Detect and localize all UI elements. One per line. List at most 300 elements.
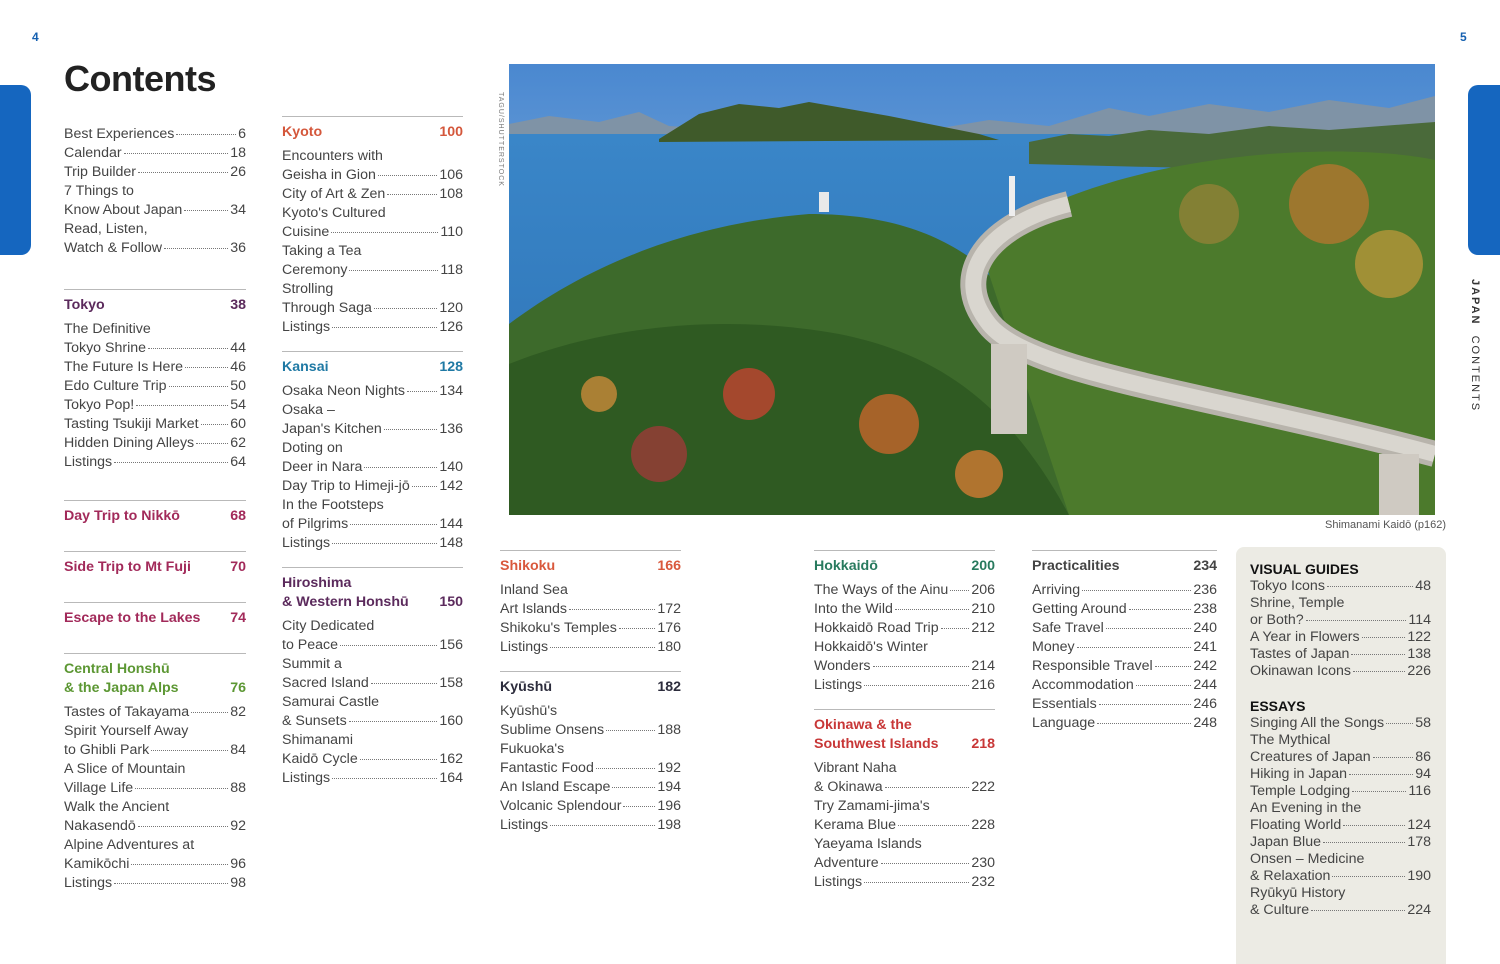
section-name: Practicalities [1032,558,1120,574]
toc-entry[interactable] [64,320,246,358]
toc-entry[interactable] [282,185,463,204]
toc-entry-row [64,396,246,415]
toc-entry-row [500,778,681,797]
toc-entry[interactable] [64,434,246,453]
toc-entry-page: 156 [439,637,463,653]
toc-entry[interactable] [814,600,995,619]
dot-leader [136,405,228,406]
toc-entry[interactable] [1250,595,1431,629]
toc-entry-label: Tastes of Takayama [64,704,190,720]
toc-entry[interactable] [1250,663,1431,680]
toc-entry-row [1250,646,1431,663]
toc-entry-row [500,721,681,740]
dot-leader [114,462,228,463]
dot-leader [371,683,438,684]
toc-entry[interactable] [64,874,246,893]
toc-entry-page: 114 [1408,612,1431,628]
toc-entry-page: 222 [971,779,995,795]
dot-leader [1155,666,1192,667]
toc-entry-page: 230 [971,855,995,871]
toc-entry[interactable] [1250,715,1431,732]
section-name: Okinawa & the Southwest Islands [814,717,939,752]
toc-entry-line: Kyūshū's [500,703,558,719]
dot-leader [569,609,655,610]
toc-entry[interactable] [1032,600,1217,619]
toc-entry-page: 138 [1407,646,1431,662]
dot-leader [898,825,969,826]
toc-entry[interactable] [1032,638,1217,657]
toc-entry-row [814,581,995,600]
section-heading[interactable] [282,352,463,377]
dot-leader [364,467,437,468]
toc-entry[interactable] [500,581,681,619]
toc-entry-label: The Future Is Here [64,359,184,375]
toc-entry-label: Language [1032,715,1096,731]
toc-entry[interactable] [282,147,463,185]
dot-leader [332,543,437,544]
dot-leader [350,524,437,525]
toc-entry-page: 64 [230,454,246,470]
toc-entry-row [814,854,995,873]
toc-entry-page: 148 [439,535,463,551]
dot-leader [151,750,228,751]
toc-entry-label: Responsible Travel [1032,658,1153,674]
section-heading[interactable] [500,551,681,576]
toc-entry-page: 94 [1415,766,1431,782]
toc-column-5 [1032,550,1217,733]
toc-entry[interactable] [64,125,246,144]
section-page: 76 [230,680,246,696]
dot-leader [1327,586,1413,587]
toc-entry-row [500,638,681,657]
toc-entry-row [282,299,463,318]
toc-entry-line: Spirit Yourself Away [64,723,189,739]
toc-entry-row [64,163,246,182]
toc-column-2 [282,116,463,788]
toc-entry-page: 240 [1193,620,1217,636]
dot-leader [941,628,970,629]
dot-leader [596,768,655,769]
section-practicalities [1032,550,1217,733]
page-number-left: 4 [32,30,39,44]
section-name: Day Trip to Nikkō [64,508,180,524]
toc-entry-row [1032,638,1217,657]
toc-entry[interactable] [282,477,463,496]
dot-leader [864,882,969,883]
toc-entry-page: 126 [439,319,463,335]
spine-label-bold: JAPAN [1469,279,1481,326]
toc-entry-label: Listings [64,454,113,470]
toc-entry-page: 122 [1407,629,1431,645]
toc-entry-page: 58 [1415,715,1431,731]
toc-entry-label: Arriving [1032,582,1081,598]
toc-entry-line: Vibrant Naha [814,760,897,776]
dot-leader [1352,791,1406,792]
toc-entry-row [1250,834,1431,851]
toc-entry[interactable] [282,401,463,439]
section-page: 150 [439,594,463,610]
toc-entry[interactable] [814,676,995,695]
toc-entry-row [64,144,246,163]
toc-entry-page: 224 [1407,902,1431,918]
toc-entry[interactable] [64,453,246,472]
toc-entry-label: or Both? [1250,612,1304,628]
toc-entry[interactable] [64,396,246,415]
toc-entry[interactable] [1250,646,1431,663]
toc-entry-row [282,750,463,769]
toc-entry[interactable] [1250,578,1431,595]
toc-entry-row [1250,766,1431,783]
dot-leader [340,645,437,646]
toc-entry-page: 86 [1415,749,1431,765]
toc-entry-label: Japan Blue [1250,834,1321,850]
toc-entry-page: 190 [1407,868,1431,884]
toc-entry[interactable] [814,759,995,797]
dot-leader [619,628,656,629]
toc-entry[interactable] [500,702,681,740]
visual-guides-heading: VISUAL GUIDES [1250,561,1359,577]
toc-entry-row [1250,612,1431,629]
toc-entry[interactable] [64,377,246,396]
toc-entry-row [814,816,995,835]
section-kyoto [282,116,463,337]
dot-leader [873,666,970,667]
toc-entry-page: 46 [230,359,246,375]
dot-leader [1362,637,1406,638]
dot-leader [387,194,437,195]
section-heading[interactable] [1032,551,1217,576]
toc-entry[interactable] [282,617,463,655]
toc-entry[interactable] [282,280,463,318]
toc-entry-page: 54 [230,397,246,413]
toc-entry-line: Summit a [282,656,342,672]
toc-entry[interactable] [500,638,681,657]
toc-entry-line: Samurai Castle [282,694,379,710]
toc-entry-row [282,674,463,693]
dot-leader [1106,628,1192,629]
toc-entry-page: 242 [1193,658,1217,674]
toc-entry[interactable] [814,873,995,892]
toc-entry[interactable] [1250,800,1431,834]
dot-leader [191,712,228,713]
dot-leader [360,759,438,760]
toc-entry-line: Alpine Adventures at [64,837,195,853]
section-heading[interactable] [814,551,995,576]
toc-entry[interactable] [1250,834,1431,851]
section-kyushu [500,671,681,835]
toc-column-1 [64,125,246,893]
toc-entry-row [1032,657,1217,676]
toc-entry[interactable] [1032,581,1217,600]
toc-entry-row [64,358,246,377]
toc-entry-label: Japan's Kitchen [282,421,382,437]
toc-entry-row [64,415,246,434]
entry-list [814,759,995,892]
toc-entry-row [282,261,463,280]
toc-entry-row [282,477,463,496]
toc-entry-page: 216 [971,677,995,693]
toc-entry-label: Essentials [1032,696,1097,712]
section-name: Kyoto [282,124,323,140]
toc-entry[interactable] [500,797,681,816]
toc-entry[interactable] [1032,619,1217,638]
toc-entry[interactable] [500,619,681,638]
dot-leader [623,806,655,807]
toc-entry[interactable] [282,318,463,337]
dot-leader [138,172,228,173]
toc-entry[interactable] [1250,629,1431,646]
toc-entry-page: 96 [230,856,246,872]
toc-entry-page: 110 [440,224,463,240]
toc-entry[interactable] [64,415,246,434]
toc-entry-row [500,797,681,816]
toc-entry-page: 176 [657,620,681,636]
dot-leader [881,863,970,864]
dot-leader [332,327,437,328]
toc-entry-label: Calendar [64,145,122,161]
toc-entry[interactable] [282,439,463,477]
toc-entry[interactable] [282,731,463,769]
section-shikoku [500,550,681,657]
toc-entry[interactable] [1250,766,1431,783]
toc-entry[interactable] [64,722,246,760]
photo-caption: Shimanami Kaidō (p162) [1325,519,1447,531]
section-page: 218 [971,736,995,752]
dot-leader [131,864,228,865]
toc-entry-row [1032,600,1217,619]
toc-entry-page: 60 [230,416,246,432]
toc-entry-label: Nakasendō [64,818,136,834]
toc-entry-label: Temple Lodging [1250,783,1351,799]
toc-entry[interactable] [282,693,463,731]
section-heading[interactable] [500,672,681,697]
toc-entry-row [282,712,463,731]
toc-entry-label: Listings [282,319,331,335]
section-page: 128 [439,359,463,375]
toc-entry-label: Know About Japan [64,202,183,218]
dot-leader [201,424,229,425]
dot-leader [1097,723,1191,724]
toc-entry-page: 62 [230,435,246,451]
toc-entry-line: An Evening in the [1250,800,1362,816]
toc-entry-row [1032,619,1217,638]
toc-entry-row [1250,817,1431,834]
toc-entry-line: Yaeyama Islands [814,836,922,852]
toc-entry[interactable] [814,835,995,873]
toc-entry[interactable] [282,534,463,553]
toc-entry-row [814,676,995,695]
toc-entry[interactable] [814,797,995,835]
toc-entry-row [1032,676,1217,695]
dot-leader [169,386,229,387]
dot-leader [1082,590,1191,591]
toc-entry[interactable] [814,581,995,600]
toc-entry[interactable] [282,655,463,693]
toc-entry[interactable] [64,798,246,836]
dot-leader [612,787,655,788]
toc-entry[interactable] [500,778,681,797]
toc-entry-page: 136 [439,421,463,437]
dot-leader [374,308,437,309]
section-lakes [64,602,246,628]
section-page: 70 [230,559,246,575]
dot-leader [1306,620,1407,621]
toc-entry[interactable] [282,496,463,534]
toc-entry-label: Tastes of Japan [1250,646,1350,662]
toc-entry[interactable] [64,836,246,874]
entry-list [64,320,246,472]
toc-entry-line: Try Zamami-jima's [814,798,930,814]
section-hiroshima [282,567,463,788]
toc-entry[interactable] [1250,885,1431,919]
toc-entry-row [282,534,463,553]
toc-entry-label: Wonders [814,658,871,674]
section-heading[interactable] [282,117,463,142]
toc-entry-row [500,600,681,619]
toc-entry-page: 144 [439,516,463,532]
toc-entry-label: Kaidō Cycle [282,751,358,767]
section-heading[interactable] [64,603,246,628]
toc-entry[interactable] [282,769,463,788]
section-fuji [64,551,246,577]
toc-entry-label: Singing All the Songs [1250,715,1385,731]
toc-entry-label: Kerama Blue [814,817,897,833]
toc-entry[interactable] [1250,732,1431,766]
toc-entry[interactable] [282,242,463,280]
toc-entry[interactable] [64,163,246,182]
dot-leader [1343,825,1405,826]
toc-entry-row [1250,663,1431,680]
toc-entry[interactable] [64,760,246,798]
toc-entry-label: Fantastic Food [500,760,594,776]
section-heading[interactable] [64,501,246,526]
section-name: Tokyo [64,297,105,313]
toc-entry-row [282,420,463,439]
toc-entry-label: City of Art & Zen [282,186,386,202]
dot-leader [184,210,228,211]
section-name: Hiroshima & Western Honshū [282,575,409,610]
section-heading[interactable] [64,290,246,315]
toc-entry[interactable] [64,220,246,258]
toc-entry-line: A Slice of Mountain [64,761,186,777]
toc-entry-page: 228 [971,817,995,833]
section-heading[interactable] [64,654,246,698]
dot-leader [1386,723,1413,724]
toc-entry-page: 158 [439,675,463,691]
toc-entry-label: Sacred Island [282,675,369,691]
toc-entry-label: & Okinawa [814,779,883,795]
toc-entry[interactable] [814,638,995,676]
toc-entry-label: Adventure [814,855,879,871]
toc-entry-label: to Ghibli Park [64,742,150,758]
toc-entry-page: 82 [230,704,246,720]
toc-entry[interactable] [814,619,995,638]
toc-entry-line: Shimanami [282,732,353,748]
section-page: 166 [657,558,681,574]
toc-entry[interactable] [1032,657,1217,676]
toc-entry-page: 84 [230,742,246,758]
toc-entry-page: 212 [971,620,995,636]
toc-entry-page: 192 [657,760,681,776]
toc-entry-page: 241 [1193,639,1217,655]
toc-entry[interactable] [500,816,681,835]
dot-leader [378,175,437,176]
toc-entry[interactable] [64,703,246,722]
section-heading[interactable] [64,552,246,577]
toc-entry[interactable] [1250,783,1431,800]
toc-entry-row [1250,902,1431,919]
section-page: 234 [1193,558,1217,574]
toc-entry-row [64,874,246,893]
toc-entry[interactable] [282,204,463,242]
toc-entry[interactable] [1032,676,1217,695]
visual-guides-list [1250,578,1431,680]
guides-panel [1236,547,1446,964]
toc-entry-label: Money [1032,639,1075,655]
toc-entry-page: 118 [440,262,463,278]
toc-entry-label: Volcanic Splendour [500,798,622,814]
section-heading[interactable] [814,710,995,754]
toc-entry-row [282,223,463,242]
section-heading[interactable] [282,568,463,612]
section-page: 74 [230,610,246,626]
toc-entry-label: Into the Wild [814,601,893,617]
toc-entry[interactable] [1250,851,1431,885]
toc-entry-page: 178 [1407,834,1431,850]
toc-entry-page: 18 [230,145,246,161]
toc-entry-label: Watch & Follow [64,240,163,256]
toc-entry-row [282,185,463,204]
hero-photo [509,64,1435,515]
toc-entry-row [500,816,681,835]
toc-entry-label: & Sunsets [282,713,347,729]
toc-entry[interactable] [1032,695,1217,714]
dot-leader [349,270,438,271]
toc-entry[interactable] [500,740,681,778]
toc-entry-line: Encounters with [282,148,383,164]
toc-entry-page: 134 [439,383,463,399]
toc-entry[interactable] [282,382,463,401]
toc-entry-row [1032,581,1217,600]
toc-entry-label: Geisha in Gion [282,167,376,183]
toc-entry-page: 44 [230,340,246,356]
toc-entry[interactable] [64,182,246,220]
toc-entry-label: Tokyo Icons [1250,578,1325,594]
toc-entry-line: Read, Listen, [64,221,148,237]
toc-entry[interactable] [64,358,246,377]
toc-column-4 [814,550,995,892]
toc-entry[interactable] [64,144,246,163]
dot-leader [1351,654,1405,655]
section-page: 100 [439,124,463,140]
toc-entry-line: Fukuoka's [500,741,565,757]
page-number-right: 5 [1460,30,1467,44]
toc-entry-page: 142 [439,478,463,494]
entry-list [500,702,681,835]
toc-entry[interactable] [1032,714,1217,733]
section-name: Escape to the Lakes [64,610,201,626]
toc-entry-page: 194 [657,779,681,795]
spine-label-regular: CONTENTS [1469,335,1481,413]
toc-entry-line: Walk the Ancient [64,799,170,815]
toc-entry-page: 108 [439,186,463,202]
toc-entry-label: Accommodation [1032,677,1134,693]
toc-column-3 [500,550,681,835]
toc-entry-page: 36 [230,240,246,256]
toc-entry-row [64,434,246,453]
guides-content [1250,560,1431,919]
dot-leader [114,883,228,884]
